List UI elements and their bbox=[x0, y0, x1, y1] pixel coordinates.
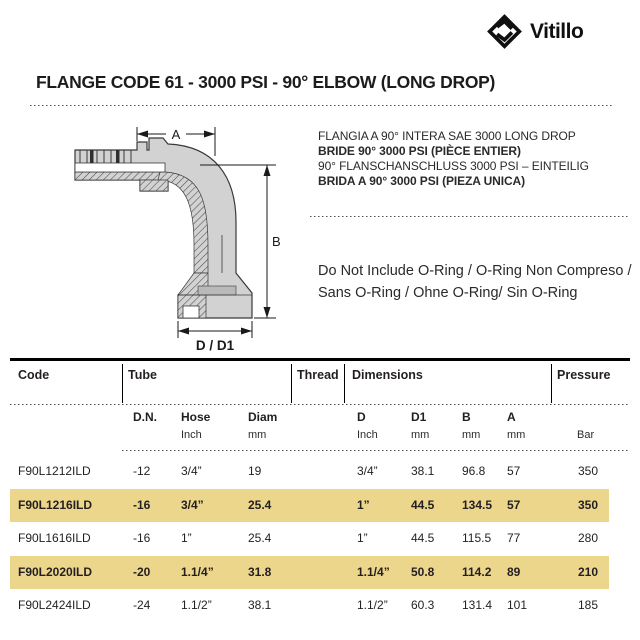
flange-step-band bbox=[198, 286, 236, 295]
vitillo-diamond-icon bbox=[486, 13, 523, 50]
cell-hose: 1.1/4” bbox=[181, 564, 214, 579]
dim-b-arrow-bottom bbox=[264, 307, 271, 318]
description-es: BRIDA A 90° 3000 PSI (PIEZA UNICA) bbox=[318, 174, 525, 188]
table-row bbox=[10, 522, 609, 556]
cell-a: 57 bbox=[507, 464, 521, 478]
cell-b: 96.8 bbox=[462, 464, 486, 478]
cell-b: 134.5 bbox=[462, 497, 493, 512]
title-divider bbox=[30, 104, 612, 106]
header-divider bbox=[10, 403, 630, 405]
subheader-divider bbox=[122, 449, 630, 451]
col-header-b: B bbox=[462, 410, 471, 424]
cell-dn: -16 bbox=[133, 531, 151, 545]
cell-a: 57 bbox=[507, 497, 521, 512]
cell-d1: 60.3 bbox=[411, 598, 435, 612]
rib-dark-1 bbox=[90, 150, 94, 163]
separator-tube bbox=[122, 364, 123, 403]
col-group-thread: Thread bbox=[297, 368, 339, 382]
table-row-highlighted bbox=[10, 489, 609, 523]
col-group-pressure: Pressure bbox=[557, 368, 611, 382]
cell-pressure: 350 bbox=[578, 464, 599, 478]
cell-diam: 25.4 bbox=[248, 497, 272, 512]
brand-name: Vitillo bbox=[530, 19, 584, 43]
oring-note-line1: Do Not Include O-Ring / O-Ring Non Compreso / bbox=[318, 263, 632, 279]
col-unit-b: mm bbox=[462, 429, 481, 441]
rib-dark-2 bbox=[116, 150, 120, 163]
cell-d: 1.1/4” bbox=[357, 564, 390, 579]
cell-code: F90L1616ILD bbox=[18, 531, 91, 545]
dim-label-dd1: D / D1 bbox=[195, 338, 235, 353]
cell-dn: -20 bbox=[133, 564, 151, 579]
col-unit-hose: Inch bbox=[181, 429, 202, 441]
separator-dimensions bbox=[344, 364, 345, 403]
cell-b: 115.5 bbox=[462, 531, 492, 545]
col-group-tube: Tube bbox=[128, 368, 157, 382]
col-header-dn: D.N. bbox=[133, 410, 157, 424]
col-unit-d: Inch bbox=[357, 429, 378, 441]
col-group-dimensions: Dimensions bbox=[352, 368, 423, 382]
separator-thread bbox=[291, 364, 292, 403]
cell-diam: 31.8 bbox=[248, 564, 272, 579]
description-de: 90° FLANSCHANSCHLUSS 3000 PSI – EINTEILIG bbox=[318, 159, 589, 173]
dim-dd1-lines bbox=[178, 321, 252, 338]
bore-opening bbox=[75, 163, 165, 172]
dim-a-arrow-left bbox=[137, 131, 148, 138]
dim-b-arrow-top bbox=[264, 165, 271, 176]
col-header-d1: D1 bbox=[411, 410, 427, 424]
col-unit-pressure: Bar bbox=[577, 429, 595, 441]
cell-code: F90L2020ILD bbox=[18, 564, 93, 579]
dim-dd1-arrow-right bbox=[241, 328, 252, 335]
cell-code: F90L1216ILD bbox=[18, 497, 93, 512]
col-header-hose: Hose bbox=[181, 410, 211, 424]
cell-d: 3/4” bbox=[357, 464, 378, 478]
cell-code: F90L1212ILD bbox=[18, 464, 91, 478]
col-header-diam: Diam bbox=[248, 410, 278, 424]
table-row-highlighted bbox=[10, 556, 609, 590]
dim-dd1-arrow-left bbox=[178, 328, 189, 335]
cell-dn: -24 bbox=[133, 598, 151, 612]
cell-pressure: 280 bbox=[578, 531, 599, 545]
oring-note-line2: Sans O-Ring / Ohne O-Ring/ Sin O-Ring bbox=[318, 285, 578, 301]
cell-pressure: 185 bbox=[578, 598, 599, 612]
cell-diam: 25.4 bbox=[248, 531, 272, 545]
cell-dn: -16 bbox=[133, 497, 151, 512]
col-unit-diam: mm bbox=[248, 429, 267, 441]
cell-d: 1” bbox=[357, 531, 368, 545]
cell-b: 131.4 bbox=[462, 598, 493, 612]
oring-note bbox=[318, 260, 632, 304]
cell-code: F90L2424ILD bbox=[18, 598, 91, 612]
cell-diam: 38.1 bbox=[248, 598, 272, 612]
cell-a: 101 bbox=[507, 598, 528, 612]
cell-a: 77 bbox=[507, 531, 521, 545]
cell-d: 1” bbox=[357, 497, 370, 512]
cell-pressure: 350 bbox=[578, 497, 599, 512]
separator-pressure bbox=[551, 364, 552, 403]
description-block bbox=[318, 129, 589, 189]
hatch-nut bbox=[140, 180, 168, 191]
description-it: FLANGIA A 90° INTERA SAE 3000 LONG DROP bbox=[318, 129, 576, 143]
col-unit-d1: mm bbox=[411, 429, 430, 441]
col-header-d: D bbox=[357, 410, 366, 424]
cell-dn: -12 bbox=[133, 464, 151, 478]
col-header-a: A bbox=[507, 410, 516, 424]
cell-d1: 44.5 bbox=[411, 531, 435, 545]
col-group-code: Code bbox=[18, 368, 50, 382]
cell-d: 1.1/2” bbox=[357, 598, 388, 612]
flange-notch bbox=[183, 306, 199, 318]
brand-logo bbox=[486, 13, 583, 50]
cell-hose: 1.1/2” bbox=[181, 598, 212, 612]
table-row bbox=[10, 455, 609, 489]
cell-b: 114.2 bbox=[462, 564, 492, 579]
description-divider bbox=[310, 215, 628, 217]
hatch-shank-wall bbox=[75, 172, 165, 180]
dim-a-arrow-right bbox=[204, 131, 215, 138]
col-unit-a: mm bbox=[507, 429, 526, 441]
cell-diam: 19 bbox=[248, 464, 262, 478]
cell-d1: 38.1 bbox=[411, 464, 435, 478]
cell-hose: 3/4” bbox=[181, 464, 202, 478]
page-title: FLANGE CODE 61 - 3000 PSI - 90° ELBOW (LONG DROP) bbox=[36, 72, 496, 92]
cell-hose: 1” bbox=[181, 531, 192, 545]
cell-a: 89 bbox=[507, 564, 521, 579]
cell-d1: 50.8 bbox=[411, 564, 435, 579]
cell-hose: 3/4” bbox=[181, 497, 204, 512]
description-fr: BRIDE 90° 3000 PSI (PIÈCE ENTIER) bbox=[318, 144, 521, 158]
dim-label-b: B bbox=[272, 234, 281, 249]
cell-d1: 44.5 bbox=[411, 497, 435, 512]
table-row bbox=[10, 589, 609, 623]
dim-label-a: A bbox=[171, 127, 181, 142]
cell-pressure: 210 bbox=[578, 564, 599, 579]
fitting-drawing bbox=[30, 112, 300, 362]
spec-table bbox=[10, 358, 630, 623]
